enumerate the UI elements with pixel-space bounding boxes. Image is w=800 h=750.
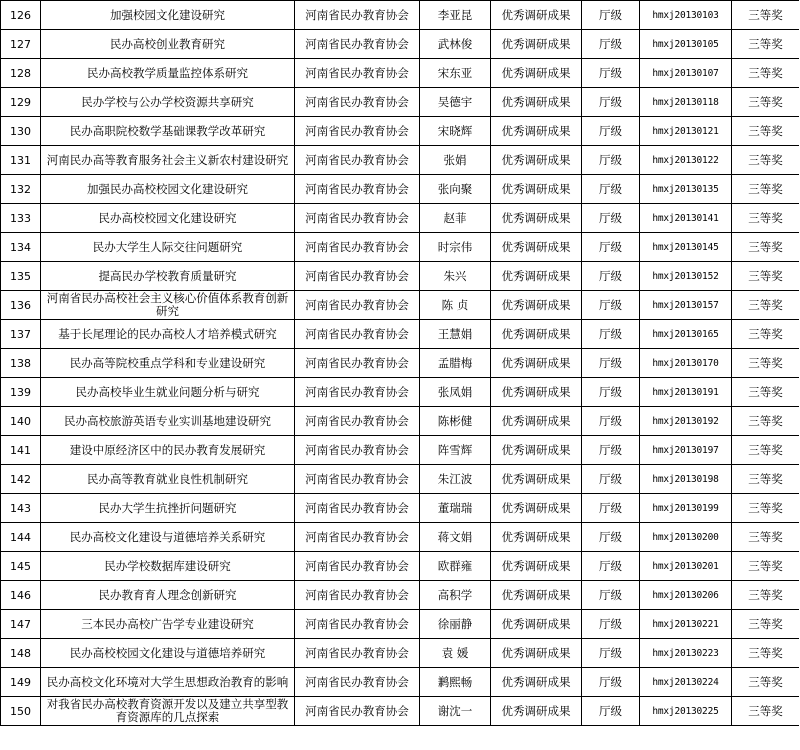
project-code-cell: hmxj20130192 [640, 407, 732, 436]
table-row [1, 262, 800, 291]
achievement-type-cell: 优秀调研成果 [491, 146, 582, 175]
table-row [1, 175, 800, 204]
project-title-cell: 民办高职院校数学基础课教学改革研究 [41, 117, 295, 146]
award-cell: 三等奖 [732, 59, 800, 88]
table-row [1, 552, 800, 581]
award-cell: 三等奖 [732, 639, 800, 668]
organization-cell: 河南省民办教育协会 [295, 204, 420, 233]
serial-number-cell: 130 [1, 117, 41, 146]
project-title-cell: 河南民办高等教育服务社会主义新农村建设研究 [41, 146, 295, 175]
achievement-type-cell: 优秀调研成果 [491, 523, 582, 552]
project-title-cell: 民办高等教育就业良性机制研究 [41, 465, 295, 494]
achievement-type-cell: 优秀调研成果 [491, 320, 582, 349]
award-cell: 三等奖 [732, 610, 800, 639]
award-cell: 三等奖 [732, 552, 800, 581]
project-code-cell: hmxj20130103 [640, 1, 732, 30]
project-title-cell: 加强民办高校校园文化建设研究 [41, 175, 295, 204]
project-title-cell: 民办大学生抗挫折问题研究 [41, 494, 295, 523]
author-cell: 时宗伟 [420, 233, 491, 262]
serial-number-cell: 147 [1, 610, 41, 639]
award-cell: 三等奖 [732, 117, 800, 146]
serial-number-cell: 136 [1, 291, 41, 320]
achievement-type-cell: 优秀调研成果 [491, 233, 582, 262]
level-cell: 厅级 [582, 610, 640, 639]
project-code-cell: hmxj20130224 [640, 668, 732, 697]
achievement-type-cell: 优秀调研成果 [491, 436, 582, 465]
author-cell: 高积学 [420, 581, 491, 610]
organization-cell: 河南省民办教育协会 [295, 59, 420, 88]
organization-cell: 河南省民办教育协会 [295, 407, 420, 436]
organization-cell: 河南省民办教育协会 [295, 117, 420, 146]
table-row [1, 291, 800, 320]
achievement-type-cell: 优秀调研成果 [491, 697, 582, 726]
project-code-cell: hmxj20130223 [640, 639, 732, 668]
project-code-cell: hmxj20130118 [640, 88, 732, 117]
serial-number-cell: 134 [1, 233, 41, 262]
project-code-cell: hmxj20130165 [640, 320, 732, 349]
organization-cell: 河南省民办教育协会 [295, 291, 420, 320]
achievement-type-cell: 优秀调研成果 [491, 88, 582, 117]
project-title-cell: 民办学校数据库建设研究 [41, 552, 295, 581]
project-title-cell: 民办高校旅游英语专业实训基地建设研究 [41, 407, 295, 436]
level-cell: 厅级 [582, 291, 640, 320]
project-code-cell: hmxj20130121 [640, 117, 732, 146]
level-cell: 厅级 [582, 697, 640, 726]
achievement-type-cell: 优秀调研成果 [491, 378, 582, 407]
award-cell: 三等奖 [732, 320, 800, 349]
author-cell: 阵雪辉 [420, 436, 491, 465]
serial-number-cell: 127 [1, 30, 41, 59]
level-cell: 厅级 [582, 262, 640, 291]
project-code-cell: hmxj20130200 [640, 523, 732, 552]
level-cell: 厅级 [582, 465, 640, 494]
level-cell: 厅级 [582, 552, 640, 581]
level-cell: 厅级 [582, 407, 640, 436]
serial-number-cell: 144 [1, 523, 41, 552]
table-row [1, 349, 800, 378]
author-cell: 张凤娟 [420, 378, 491, 407]
award-cell: 三等奖 [732, 523, 800, 552]
organization-cell: 河南省民办教育协会 [295, 88, 420, 117]
award-cell: 三等奖 [732, 233, 800, 262]
project-title-cell: 建设中原经济区中的民办教育发展研究 [41, 436, 295, 465]
serial-number-cell: 135 [1, 262, 41, 291]
project-code-cell: hmxj20130107 [640, 59, 732, 88]
award-cell: 三等奖 [732, 407, 800, 436]
serial-number-cell: 133 [1, 204, 41, 233]
level-cell: 厅级 [582, 436, 640, 465]
table-row [1, 233, 800, 262]
award-cell: 三等奖 [732, 30, 800, 59]
award-cell: 三等奖 [732, 581, 800, 610]
achievement-type-cell: 优秀调研成果 [491, 639, 582, 668]
level-cell: 厅级 [582, 233, 640, 262]
serial-number-cell: 129 [1, 88, 41, 117]
award-cell: 三等奖 [732, 88, 800, 117]
table-row [1, 494, 800, 523]
project-code-cell: hmxj20130199 [640, 494, 732, 523]
project-title-cell: 民办大学生人际交往问题研究 [41, 233, 295, 262]
organization-cell: 河南省民办教育协会 [295, 320, 420, 349]
serial-number-cell: 128 [1, 59, 41, 88]
project-code-cell: hmxj20130105 [640, 30, 732, 59]
table-row [1, 59, 800, 88]
award-cell: 三等奖 [732, 146, 800, 175]
organization-cell: 河南省民办教育协会 [295, 349, 420, 378]
achievement-type-cell: 优秀调研成果 [491, 581, 582, 610]
author-cell: 吴德宇 [420, 88, 491, 117]
achievement-type-cell: 优秀调研成果 [491, 30, 582, 59]
project-title-cell: 民办高校校园文化建设研究 [41, 204, 295, 233]
project-title-cell: 民办教育育人理念创新研究 [41, 581, 295, 610]
award-cell: 三等奖 [732, 349, 800, 378]
organization-cell: 河南省民办教育协会 [295, 697, 420, 726]
serial-number-cell: 149 [1, 668, 41, 697]
author-cell: 陈 贞 [420, 291, 491, 320]
table-row [1, 407, 800, 436]
table-row [1, 146, 800, 175]
project-code-cell: hmxj20130221 [640, 610, 732, 639]
achievement-type-cell: 优秀调研成果 [491, 349, 582, 378]
table-body [1, 1, 800, 726]
organization-cell: 河南省民办教育协会 [295, 494, 420, 523]
project-title-cell: 基于长尾理论的民办高校人才培养模式研究 [41, 320, 295, 349]
serial-number-cell: 145 [1, 552, 41, 581]
author-cell: 武林俊 [420, 30, 491, 59]
author-cell: 宋晓辉 [420, 117, 491, 146]
project-code-cell: hmxj20130225 [640, 697, 732, 726]
achievement-type-cell: 优秀调研成果 [491, 262, 582, 291]
author-cell: 宋东亚 [420, 59, 491, 88]
level-cell: 厅级 [582, 523, 640, 552]
organization-cell: 河南省民办教育协会 [295, 378, 420, 407]
author-cell: 欧群雍 [420, 552, 491, 581]
author-cell: 谢沈一 [420, 697, 491, 726]
award-cell: 三等奖 [732, 668, 800, 697]
serial-number-cell: 139 [1, 378, 41, 407]
achievement-type-cell: 优秀调研成果 [491, 204, 582, 233]
level-cell: 厅级 [582, 59, 640, 88]
project-title-cell: 民办高校教学质量监控体系研究 [41, 59, 295, 88]
award-cell: 三等奖 [732, 465, 800, 494]
organization-cell: 河南省民办教育协会 [295, 262, 420, 291]
table-row [1, 639, 800, 668]
table-row [1, 1, 800, 30]
table-row [1, 117, 800, 146]
achievement-type-cell: 优秀调研成果 [491, 552, 582, 581]
level-cell: 厅级 [582, 581, 640, 610]
organization-cell: 河南省民办教育协会 [295, 668, 420, 697]
author-cell: 袁 媛 [420, 639, 491, 668]
table-row [1, 30, 800, 59]
organization-cell: 河南省民办教育协会 [295, 523, 420, 552]
project-code-cell: hmxj20130122 [640, 146, 732, 175]
serial-number-cell: 141 [1, 436, 41, 465]
achievement-type-cell: 优秀调研成果 [491, 59, 582, 88]
author-cell: 朱兴 [420, 262, 491, 291]
author-cell: 孟腊梅 [420, 349, 491, 378]
level-cell: 厅级 [582, 30, 640, 59]
organization-cell: 河南省民办教育协会 [295, 146, 420, 175]
award-cell: 三等奖 [732, 291, 800, 320]
organization-cell: 河南省民办教育协会 [295, 581, 420, 610]
project-code-cell: hmxj20130135 [640, 175, 732, 204]
author-cell: 张向聚 [420, 175, 491, 204]
achievement-type-cell: 优秀调研成果 [491, 668, 582, 697]
table-row [1, 697, 800, 726]
achievement-type-cell: 优秀调研成果 [491, 175, 582, 204]
serial-number-cell: 131 [1, 146, 41, 175]
level-cell: 厅级 [582, 320, 640, 349]
project-title-cell: 对我省民办高校教育资源开发以及建立共享型教育资源库的几点探索 [41, 697, 295, 726]
project-title-cell: 民办高校校园文化建设与道德培养研究 [41, 639, 295, 668]
project-title-cell: 三本民办高校广告学专业建设研究 [41, 610, 295, 639]
project-code-cell: hmxj20130201 [640, 552, 732, 581]
project-title-cell: 提高民办学校教育质量研究 [41, 262, 295, 291]
serial-number-cell: 142 [1, 465, 41, 494]
organization-cell: 河南省民办教育协会 [295, 436, 420, 465]
organization-cell: 河南省民办教育协会 [295, 233, 420, 262]
level-cell: 厅级 [582, 494, 640, 523]
award-cell: 三等奖 [732, 262, 800, 291]
table-row [1, 610, 800, 639]
project-code-cell: hmxj20130141 [640, 204, 732, 233]
award-cell: 三等奖 [732, 436, 800, 465]
table-row [1, 436, 800, 465]
project-title-cell: 民办高校文化环境对大学生思想政治教育的影响 [41, 668, 295, 697]
project-code-cell: hmxj20130197 [640, 436, 732, 465]
serial-number-cell: 126 [1, 1, 41, 30]
author-cell: 王慧娟 [420, 320, 491, 349]
table-row [1, 465, 800, 494]
table-row [1, 204, 800, 233]
achievement-type-cell: 优秀调研成果 [491, 407, 582, 436]
serial-number-cell: 150 [1, 697, 41, 726]
author-cell: 蒋文娟 [420, 523, 491, 552]
level-cell: 厅级 [582, 117, 640, 146]
level-cell: 厅级 [582, 349, 640, 378]
award-cell: 三等奖 [732, 1, 800, 30]
organization-cell: 河南省民办教育协会 [295, 639, 420, 668]
table-row [1, 378, 800, 407]
serial-number-cell: 146 [1, 581, 41, 610]
level-cell: 厅级 [582, 639, 640, 668]
achievement-type-cell: 优秀调研成果 [491, 610, 582, 639]
award-cell: 三等奖 [732, 378, 800, 407]
award-cell: 三等奖 [732, 175, 800, 204]
organization-cell: 河南省民办教育协会 [295, 552, 420, 581]
serial-number-cell: 143 [1, 494, 41, 523]
table-row [1, 320, 800, 349]
achievement-type-cell: 优秀调研成果 [491, 465, 582, 494]
table-row [1, 88, 800, 117]
author-cell: 朱江波 [420, 465, 491, 494]
project-title-cell: 民办高校文化建设与道德培养关系研究 [41, 523, 295, 552]
project-title-cell: 河南省民办高校社会主义核心价值体系教育创新研究 [41, 291, 295, 320]
serial-number-cell: 148 [1, 639, 41, 668]
author-cell: 陈彬健 [420, 407, 491, 436]
organization-cell: 河南省民办教育协会 [295, 610, 420, 639]
author-cell: 张娟 [420, 146, 491, 175]
author-cell: 董瑞瑞 [420, 494, 491, 523]
organization-cell: 河南省民办教育协会 [295, 30, 420, 59]
project-code-cell: hmxj20130152 [640, 262, 732, 291]
serial-number-cell: 140 [1, 407, 41, 436]
project-code-cell: hmxj20130157 [640, 291, 732, 320]
level-cell: 厅级 [582, 204, 640, 233]
author-cell: 徐丽静 [420, 610, 491, 639]
achievement-type-cell: 优秀调研成果 [491, 494, 582, 523]
project-title-cell: 民办高校创业教育研究 [41, 30, 295, 59]
award-cell: 三等奖 [732, 204, 800, 233]
serial-number-cell: 137 [1, 320, 41, 349]
author-cell: 赵菲 [420, 204, 491, 233]
author-cell: 李亚昆 [420, 1, 491, 30]
author-cell: 鹣熙畅 [420, 668, 491, 697]
level-cell: 厅级 [582, 146, 640, 175]
organization-cell: 河南省民办教育协会 [295, 1, 420, 30]
project-code-cell: hmxj20130206 [640, 581, 732, 610]
project-title-cell: 民办学校与公办学校资源共享研究 [41, 88, 295, 117]
achievement-type-cell: 优秀调研成果 [491, 1, 582, 30]
award-cell: 三等奖 [732, 697, 800, 726]
project-title-cell: 民办高等院校重点学科和专业建设研究 [41, 349, 295, 378]
serial-number-cell: 138 [1, 349, 41, 378]
achievement-type-cell: 优秀调研成果 [491, 291, 582, 320]
level-cell: 厅级 [582, 378, 640, 407]
award-cell: 三等奖 [732, 494, 800, 523]
table-row [1, 668, 800, 697]
organization-cell: 河南省民办教育协会 [295, 175, 420, 204]
table-row [1, 581, 800, 610]
serial-number-cell: 132 [1, 175, 41, 204]
table-row [1, 523, 800, 552]
project-code-cell: hmxj20130198 [640, 465, 732, 494]
project-code-cell: hmxj20130191 [640, 378, 732, 407]
project-code-cell: hmxj20130170 [640, 349, 732, 378]
project-title-cell: 加强校园文化建设研究 [41, 1, 295, 30]
organization-cell: 河南省民办教育协会 [295, 465, 420, 494]
level-cell: 厅级 [582, 668, 640, 697]
project-title-cell: 民办高校毕业生就业问题分析与研究 [41, 378, 295, 407]
project-code-cell: hmxj20130145 [640, 233, 732, 262]
level-cell: 厅级 [582, 175, 640, 204]
level-cell: 厅级 [582, 1, 640, 30]
achievement-type-cell: 优秀调研成果 [491, 117, 582, 146]
level-cell: 厅级 [582, 88, 640, 117]
